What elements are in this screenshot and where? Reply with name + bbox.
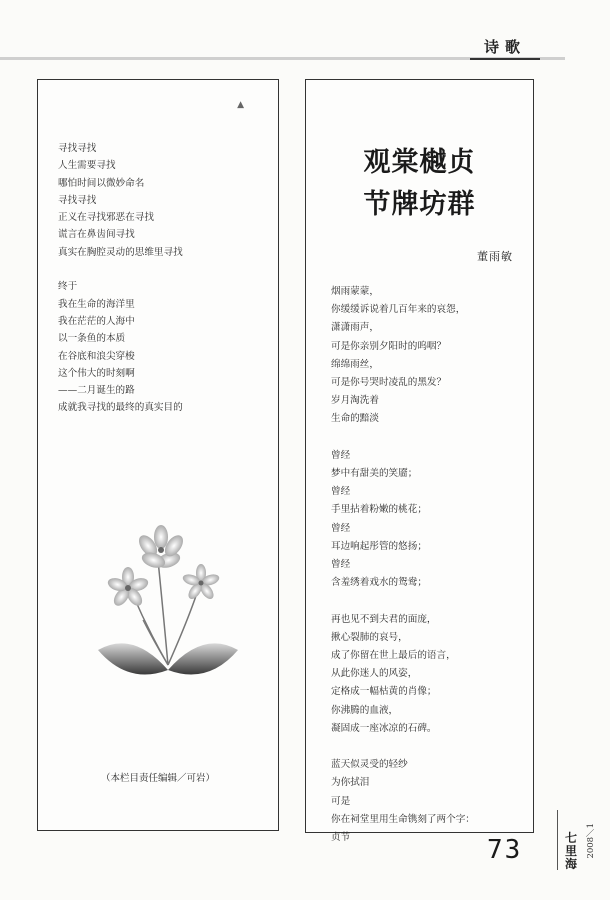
margin-rule bbox=[557, 810, 558, 870]
right-poem-text: 烟雨蒙蒙， 你缓缓诉说着几百年来的哀怨， 潇潇雨声， 可是你亲别夕阳时的呜咽？ 绵绵雨丝， 可是你号哭时凌乱的黑发？ 岁月淘洗着 生命的黯淡 曾经 梦中有甜美的笑靥； 曾经 手里拈着粉嫩的桃花； 曾经 耳边响起彤管的悠扬； 曾经 含羞绣着戏水的鸳鸯； 再也见不到夫君的面庞， 揪心裂肺的哀号， 成了你留在世上最后的语言， 从此你迷人的风姿， 定格成一幅枯黄的肖像； 你沸腾的血液， 凝固成一座冰凉的石碑。 蓝天似灵受的轻纱 为你拭泪 可是 你在祠堂里用生命镌刻了两个字： 贞节 bbox=[331, 286, 475, 844]
left-poem-text: 寻找寻找 人生需要寻找 哪怕时间以微妙命名 寻找寻找 正义在寻找邪恶在寻找 谎言在鼻齿间寻找 真实在胸腔灵动的思维里寻找 终于 我在生命的海洋里 我在茫茫的人海中 以一条鱼的本质 在谷底和浪尖穿梭 这个伟大的时刻啊 ——二月诞生的路 成就我寻找的最终的真实目的 bbox=[58, 143, 183, 414]
left-poem-panel bbox=[37, 79, 279, 831]
editor-credit: （本栏目责任编辑／可岩） bbox=[100, 773, 215, 784]
poem-author: 董雨敏 bbox=[477, 250, 513, 263]
section-title: 诗歌 bbox=[470, 36, 540, 60]
page-number: 73 bbox=[487, 835, 523, 865]
corner-mark-icon: ▲ bbox=[237, 100, 244, 110]
issue-number: 2008／1 bbox=[586, 823, 596, 859]
poem-title-line1: 观棠樾贞 bbox=[363, 147, 476, 178]
right-poem-panel bbox=[305, 79, 534, 844]
flower-illustration bbox=[93, 500, 243, 690]
poem-title-line2: 节牌坊群 bbox=[363, 189, 476, 220]
magazine-name: 七里海 bbox=[564, 831, 577, 871]
